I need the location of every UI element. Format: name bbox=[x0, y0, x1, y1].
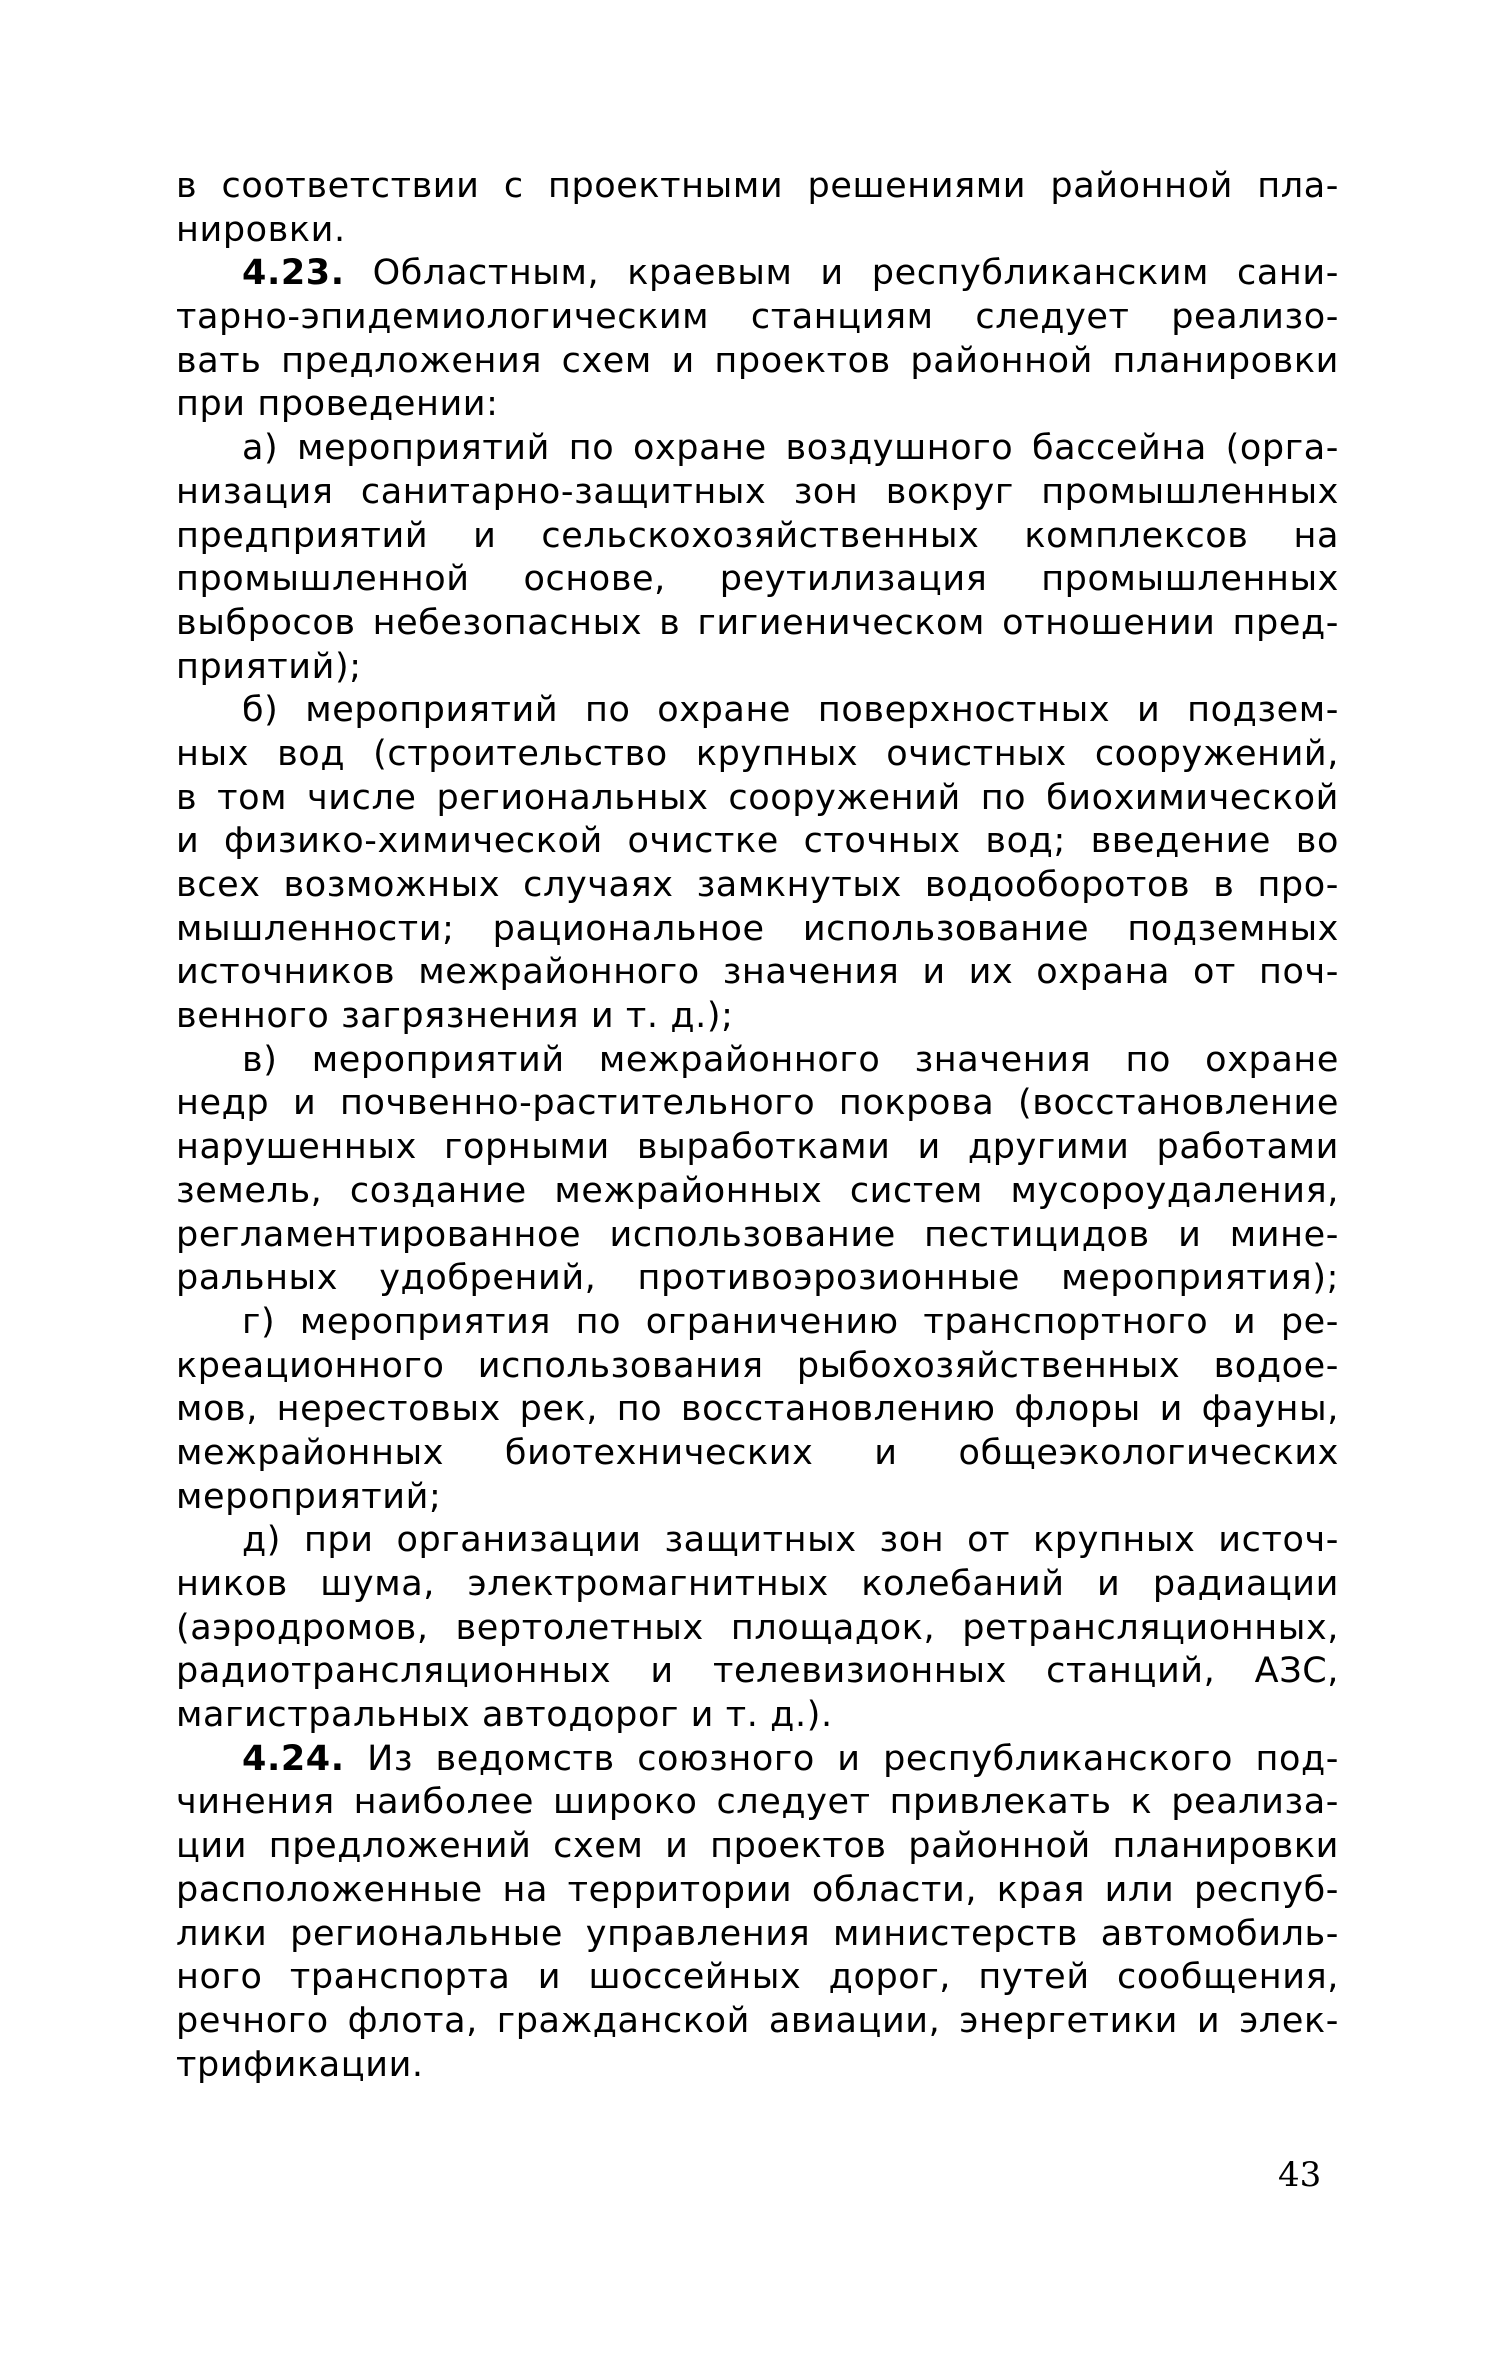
text-line bbox=[176, 1650, 1339, 1694]
line-text: б) мероприятий по охране поверхностных и подзем- bbox=[242, 690, 1339, 731]
line-text: ного транспорта и шоссейных дорог, путей сообщения, bbox=[176, 1957, 1339, 1998]
text-line bbox=[176, 165, 1339, 209]
text-line bbox=[176, 1345, 1339, 1389]
line-text: тарно-эпидемиологическим станциям следует реализо- bbox=[176, 297, 1339, 338]
line-text: креационного использования рыбохозяйственных водое- bbox=[176, 1345, 1339, 1386]
text-line bbox=[176, 1301, 1339, 1345]
line-text: (аэродромов, вертолетных площадок, ретрансляционных, bbox=[176, 1607, 1339, 1648]
text-line bbox=[176, 995, 1339, 1039]
text-line bbox=[176, 209, 1339, 253]
text-line bbox=[176, 1257, 1339, 1301]
text-line bbox=[176, 1039, 1339, 1083]
line-text: а) мероприятий по охране воздушного бассейна (орга- bbox=[242, 428, 1339, 469]
line-text: г) мероприятия по ограничению транспортного и ре- bbox=[242, 1301, 1339, 1342]
text-line bbox=[176, 908, 1339, 952]
line-text: регламентированное использование пестицидов и мине- bbox=[176, 1214, 1339, 1255]
line-text: в) мероприятий межрайонного значения по охране bbox=[242, 1039, 1339, 1080]
text-line bbox=[176, 1825, 1339, 1869]
line-text: трификации. bbox=[176, 2044, 424, 2085]
line-text: недр и почвенно-растительного покрова (восстановление bbox=[176, 1083, 1339, 1124]
line-text: вать предложения схем и проектов районной планировки bbox=[176, 340, 1339, 381]
text-line bbox=[176, 1519, 1339, 1563]
text-line bbox=[176, 1869, 1339, 1913]
line-text: в соответствии с проектными решениями районной пла- bbox=[176, 166, 1339, 206]
line-text: Из ведомств союзного и республиканского под- bbox=[344, 1738, 1339, 1779]
line-text: ции предложений схем и проектов районной планировки bbox=[176, 1826, 1339, 1867]
text-line bbox=[176, 296, 1339, 340]
text-line bbox=[176, 1476, 1339, 1520]
line-text: мов, нерестовых рек, по восстановлению флоры и фауны, bbox=[176, 1389, 1339, 1430]
text-line bbox=[176, 1563, 1339, 1607]
line-text: и физико-химической очистке сточных вод; введение во bbox=[176, 821, 1339, 862]
text-line bbox=[176, 471, 1339, 515]
line-text: выбросов небезопасных в гигиеническом отношении пред- bbox=[176, 602, 1339, 643]
line-text: лики региональные управления министерств автомобиль- bbox=[176, 1913, 1339, 1954]
line-text: мышленности; рациональное использование подземных bbox=[176, 908, 1339, 949]
line-text: чинения наиболее широко следует привлекать к реализа- bbox=[176, 1782, 1339, 1823]
line-text: радиотрансляционных и телевизионных станций, АЗС, bbox=[176, 1651, 1339, 1692]
text-line bbox=[176, 820, 1339, 864]
text-line bbox=[176, 1082, 1339, 1126]
line-text: земель, создание межрайонных систем мусороудаления, bbox=[176, 1170, 1339, 1211]
text-line bbox=[176, 951, 1339, 995]
text-line bbox=[176, 1126, 1339, 1170]
line-text: в том числе региональных сооружений по биохимической bbox=[176, 777, 1339, 818]
line-text: промышленной основе, реутилизация промышленных bbox=[176, 559, 1339, 600]
line-text: нировки. bbox=[176, 209, 346, 250]
line-text: магистральных автодорог и т. д.). bbox=[176, 1695, 833, 1736]
text-line bbox=[176, 383, 1339, 427]
line-text: источников межрайонного значения и их охрана от поч- bbox=[176, 952, 1339, 993]
line-text: ных вод (строительство крупных очистных сооружений, bbox=[176, 733, 1339, 774]
clause-number: 4.23. bbox=[242, 253, 345, 294]
line-text: д) при организации защитных зон от крупных источ- bbox=[242, 1520, 1339, 1561]
clause-number: 4.24. bbox=[242, 1738, 345, 1779]
text-line bbox=[176, 1214, 1339, 1258]
line-text: нарушенных горными выработками и другими работами bbox=[176, 1127, 1339, 1168]
text-line bbox=[176, 1432, 1339, 1476]
text-line bbox=[176, 777, 1339, 821]
text-line bbox=[176, 2044, 1339, 2088]
text-line bbox=[176, 340, 1339, 384]
text-line bbox=[176, 1913, 1339, 1957]
text-line bbox=[176, 558, 1339, 602]
line-text: венного загрязнения и т. д.); bbox=[176, 996, 734, 1037]
line-text: Областным, краевым и республиканским сани- bbox=[344, 253, 1339, 294]
text-line bbox=[176, 1956, 1339, 2000]
text-line bbox=[176, 864, 1339, 908]
line-text: межрайонных биотехнических и общеэкологических bbox=[176, 1432, 1339, 1473]
line-text: расположенные на территории области, края или респуб- bbox=[176, 1869, 1339, 1910]
text-line bbox=[176, 689, 1339, 733]
line-text: при проведении: bbox=[176, 384, 499, 425]
text-line bbox=[176, 602, 1339, 646]
line-text: ников шума, электромагнитных колебаний и радиации bbox=[176, 1564, 1339, 1604]
line-text: предприятий и сельскохозяйственных комплексов на bbox=[176, 515, 1339, 556]
text-line bbox=[176, 646, 1339, 690]
line-text: всех возможных случаях замкнутых водооборотов в про- bbox=[176, 865, 1339, 905]
text-line bbox=[176, 252, 1339, 296]
line-text: приятий); bbox=[176, 646, 362, 687]
text-line bbox=[176, 2000, 1339, 2044]
text-line bbox=[176, 427, 1339, 471]
text-line bbox=[176, 1738, 1339, 1782]
line-text: низация санитарно-защитных зон вокруг промышленных bbox=[176, 471, 1339, 512]
text-line bbox=[176, 1388, 1339, 1432]
text-line bbox=[176, 1170, 1339, 1214]
text-line bbox=[176, 733, 1339, 777]
body-text bbox=[176, 165, 1339, 2087]
line-text: ральных удобрений, противоэрозионные мероприятия); bbox=[176, 1258, 1339, 1299]
text-line bbox=[176, 515, 1339, 559]
text-line bbox=[176, 1694, 1339, 1738]
page-number: 43 bbox=[1278, 2155, 1322, 2195]
line-text: речного флота, гражданской авиации, энергетики и элек- bbox=[176, 2000, 1339, 2041]
line-text: мероприятий; bbox=[176, 1476, 442, 1517]
text-line bbox=[176, 1781, 1339, 1825]
text-line bbox=[176, 1607, 1339, 1651]
